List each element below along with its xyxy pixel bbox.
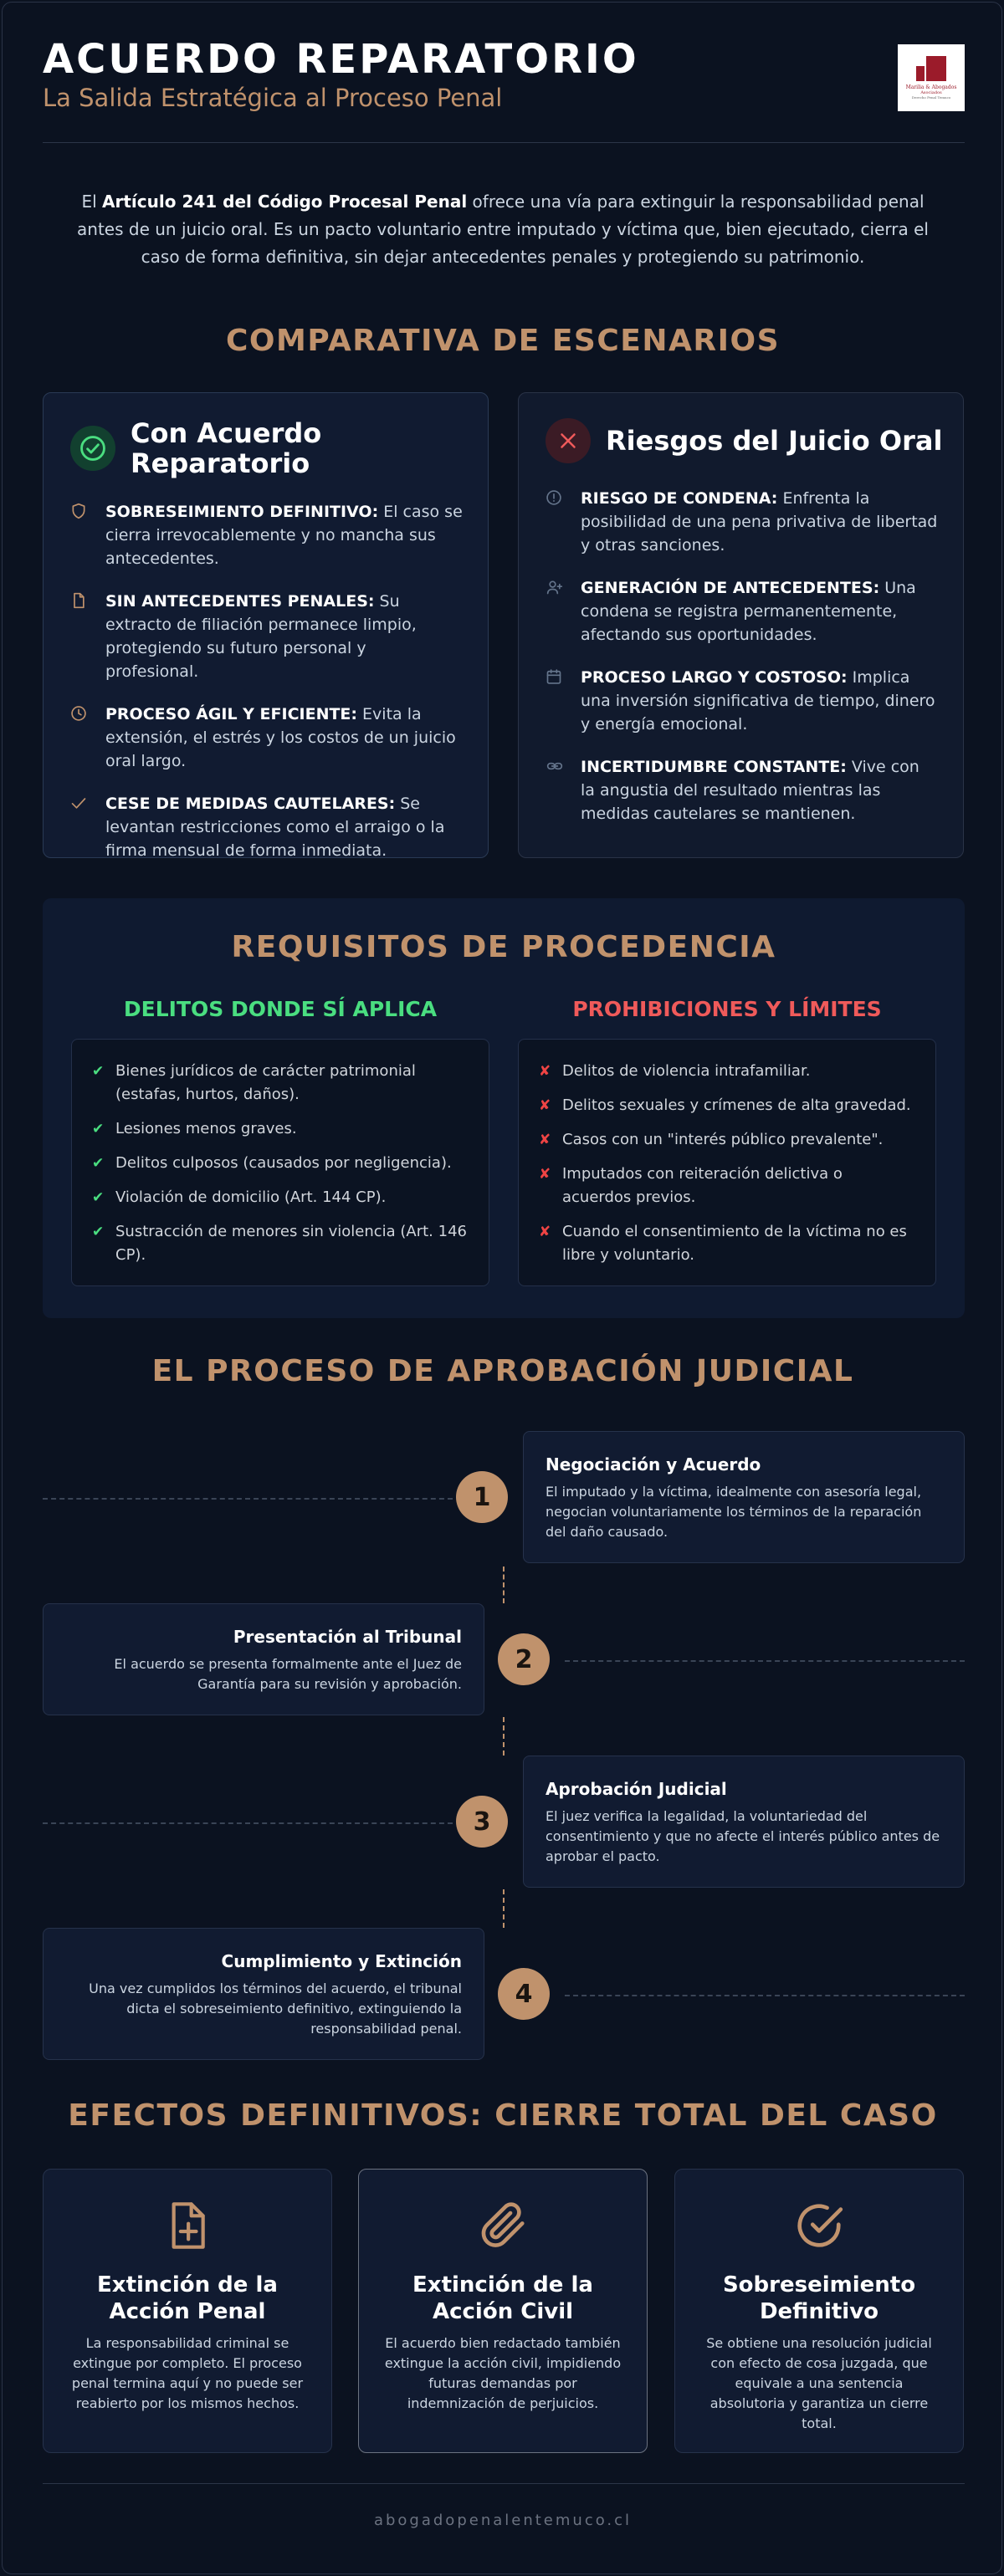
shield-icon <box>70 500 89 570</box>
allowed-title: DELITOS DONDE SÍ APLICA <box>123 997 438 1021</box>
step-card <box>523 1756 965 1888</box>
effect-card <box>358 2169 648 2453</box>
effects-title: EFECTOS DEFINITIVOS: CIERRE TOTAL DEL CASO <box>68 2098 938 2133</box>
item-heading: SOBRESEIMIENTO DEFINITIVO: <box>105 503 379 521</box>
page-title: ACUERDO REPARATORIO <box>43 36 639 83</box>
step-title: Presentación al Tribunal <box>233 1627 462 1647</box>
list-item <box>70 703 463 773</box>
item-text: Enfrenta la posibilidad de una pena privativa de libertad y otras sanciones. <box>581 489 938 555</box>
page-subtitle: La Salida Estratégica al Proceso Penal <box>43 84 503 112</box>
item-heading: PROCESO LARGO Y COSTOSO: <box>581 668 848 687</box>
connector-line <box>43 1498 453 1500</box>
list-item: ✘ Delitos sexuales y crímenes de alta gravedad. <box>539 1094 915 1117</box>
requirements-title: REQUISITOS DE PROCEDENCIA <box>231 930 776 964</box>
x-icon: ✘ <box>539 1097 551 1114</box>
step-number: 2 <box>498 1633 550 1685</box>
intro-bold: Artículo 241 del Código Procesal Penal <box>102 192 468 212</box>
header <box>43 36 965 143</box>
check-circle-icon <box>675 2198 963 2253</box>
connector-line <box>43 1822 453 1824</box>
logo-line2: Asociados <box>920 89 942 95</box>
check-icon: ✔ <box>92 1121 105 1137</box>
effect-card <box>43 2169 332 2453</box>
item-text: Vive con la angustia del resultado mientras las medidas cautelares se mantienen. <box>581 758 919 823</box>
effect-title: Extinción de la Acción Civil <box>412 2272 593 2324</box>
link-icon <box>546 755 564 825</box>
infographic-page <box>2 2 1002 2574</box>
intro-prefix: El <box>81 192 103 212</box>
list-item <box>70 792 463 862</box>
list-item: ✘ Cuando el consentimiento de la víctima no es libre y voluntario. <box>539 1220 915 1267</box>
x-icon: ✘ <box>539 1132 551 1148</box>
intro-paragraph <box>69 188 936 271</box>
list-item: ✔ Bienes jurídicos de carácter patrimonial (estafas, hurtos, daños). <box>92 1060 469 1107</box>
card-title: Con Acuerdo Reparatorio <box>131 417 322 479</box>
list-item <box>546 666 938 736</box>
check-icon <box>70 792 89 862</box>
item-text: Su extracto de filiación permanece limpio, protegiendo su futuro personal y profesional. <box>105 592 417 681</box>
effect-description: El acuerdo bien redactado también extingue la acción civil, impidiendo futuras demandas por indemnización de perjuicios. <box>384 2335 622 2411</box>
check-icon: ✔ <box>92 1224 105 1240</box>
risks-list <box>546 487 938 845</box>
effect-card <box>674 2169 964 2453</box>
item-heading: CESE DE MEDIDAS CAUTELARES: <box>105 795 396 813</box>
list-item: ✘ Imputados con reiteración delictiva o acuerdos previos. <box>539 1163 915 1209</box>
clock-icon <box>70 703 89 773</box>
list-item: ✔ Sustracción de menores sin violencia (Art. 146 CP). <box>92 1220 469 1267</box>
requirements-section <box>43 898 965 1318</box>
user-plus-icon <box>546 576 564 647</box>
forbidden-list <box>518 1039 936 1286</box>
forbidden-title: PROHIBICIONES Y LÍMITES <box>572 997 882 1021</box>
timeline-connector <box>503 1889 505 1928</box>
list-item <box>546 487 938 557</box>
step-description: El acuerdo se presenta formalmente ante el Juez de Garantía para su revisión y aprobación. <box>114 1656 462 1692</box>
check-icon: ✔ <box>92 1189 105 1206</box>
item-heading: RIESGO DE CONDENA: <box>581 489 778 508</box>
list-item: ✔ Delitos culposos (causados por negligencia). <box>92 1152 469 1175</box>
item-heading: INCERTIDUMBRE CONSTANTE: <box>581 758 847 776</box>
x-icon: ✘ <box>539 1224 551 1240</box>
connector-line <box>565 1995 965 1996</box>
list-item <box>546 755 938 825</box>
footer-website[interactable]: abogadopenalentemuco.cl <box>373 2512 633 2529</box>
x-icon: ✘ <box>539 1166 551 1183</box>
footer-divider <box>43 2483 965 2484</box>
step-description: El juez verifica la legalidad, la voluntariedad del consentimiento y que no afecte el interés público antes de aprobar el pacto. <box>546 1808 940 1864</box>
step-title: Negociación y Acuerdo <box>546 1454 761 1475</box>
item-heading: SIN ANTECEDENTES PENALES: <box>105 592 375 611</box>
check-circle-icon <box>70 426 115 471</box>
effect-title: Extinción de la Acción Penal <box>97 2272 278 2324</box>
step-description: El imputado y la víctima, idealmente con asesoría legal, negocian voluntariamente los términos de la reparación del daño causado. <box>546 1484 922 1540</box>
list-item: ✔ Lesiones menos graves. <box>92 1117 469 1141</box>
card-title: Riesgos del Juicio Oral <box>606 425 943 457</box>
timeline-connector <box>503 1567 505 1603</box>
list-item <box>546 576 938 647</box>
item-text: Una condena se registra permanentemente, afectando sus oportunidades. <box>581 579 916 644</box>
benefits-list <box>70 500 463 882</box>
timeline-connector <box>503 1717 505 1756</box>
list-item: ✘ Casos con un "interés público prevalente". <box>539 1128 915 1152</box>
check-icon: ✔ <box>92 1063 105 1080</box>
logo-line1: Marilia & Abogados <box>905 84 957 90</box>
item-text: Se levantan restricciones como el arraigo o la firma mensual de forma inmediata. <box>105 795 445 860</box>
logo-mark-icon <box>916 56 946 81</box>
check-icon: ✔ <box>92 1155 105 1172</box>
list-item <box>70 590 463 683</box>
calendar-icon <box>546 666 564 736</box>
firm-logo <box>898 44 965 111</box>
card-trial-risks <box>518 392 964 858</box>
connector-line <box>565 1660 965 1662</box>
comparison-title: COMPARATIVA DE ESCENARIOS <box>225 324 780 358</box>
step-number: 1 <box>456 1471 508 1523</box>
item-text: El caso se cierra irrevocablemente y no mancha sus antecedentes. <box>105 503 463 568</box>
item-heading: GENERACIÓN DE ANTECEDENTES: <box>581 579 880 597</box>
effect-title: Sobreseimiento Definitivo <box>722 2272 916 2324</box>
x-circle-icon <box>546 418 591 463</box>
list-item: ✔ Violación de domicilio (Art. 144 CP). <box>92 1186 469 1209</box>
list-item <box>70 500 463 570</box>
step-number: 4 <box>498 1968 550 2020</box>
document-icon <box>70 590 89 683</box>
file-plus-icon <box>44 2198 331 2253</box>
step-description: Una vez cumplidos los términos del acuerdo, el tribunal dicta el sobreseimiento definitivo, extinguiendo la responsabilidad penal. <box>89 1981 462 2037</box>
list-item: ✘ Delitos de violencia intrafamiliar. <box>539 1060 915 1083</box>
step-card <box>43 1928 484 2060</box>
process-title: EL PROCESO DE APROBACIÓN JUDICIAL <box>151 1354 854 1388</box>
effect-description: Se obtiene una resolución judicial con efecto de cosa juzgada, que equivale a una sentencia absolutoria y garantiza un cierre total. <box>706 2335 932 2431</box>
alert-icon <box>546 487 564 557</box>
step-card <box>43 1603 484 1715</box>
step-number: 3 <box>456 1796 508 1848</box>
step-title: Cumplimiento y Extinción <box>221 1951 462 1971</box>
item-heading: PROCESO ÁGIL Y EFICIENTE: <box>105 705 358 723</box>
item-text: Implica una inversión significativa de tiempo, dinero y energía emocional. <box>581 668 935 733</box>
paperclip-icon <box>359 2198 647 2253</box>
effect-description: La responsabilidad criminal se extingue por completo. El proceso penal termina aquí y no puede ser reabierto por los mismos hechos. <box>71 2335 304 2411</box>
logo-line3: Derecho Penal Temuco <box>911 95 951 100</box>
card-with-agreement <box>43 392 489 858</box>
step-card <box>523 1431 965 1563</box>
x-icon: ✘ <box>539 1063 551 1080</box>
step-title: Aprobación Judicial <box>546 1779 727 1799</box>
item-text: Evita la extensión, el estrés y los costos de un juicio oral largo. <box>105 705 456 770</box>
allowed-list <box>71 1039 489 1286</box>
intro-suffix: ofrece una vía para extinguir la responsabilidad penal antes de un juicio oral. Es un pacto voluntario entre imputado y víctima que, bien ejecutado, cierra el caso de forma definitiva, sin dejar antecedentes penales y protegiendo su patrimonio. <box>77 192 929 267</box>
